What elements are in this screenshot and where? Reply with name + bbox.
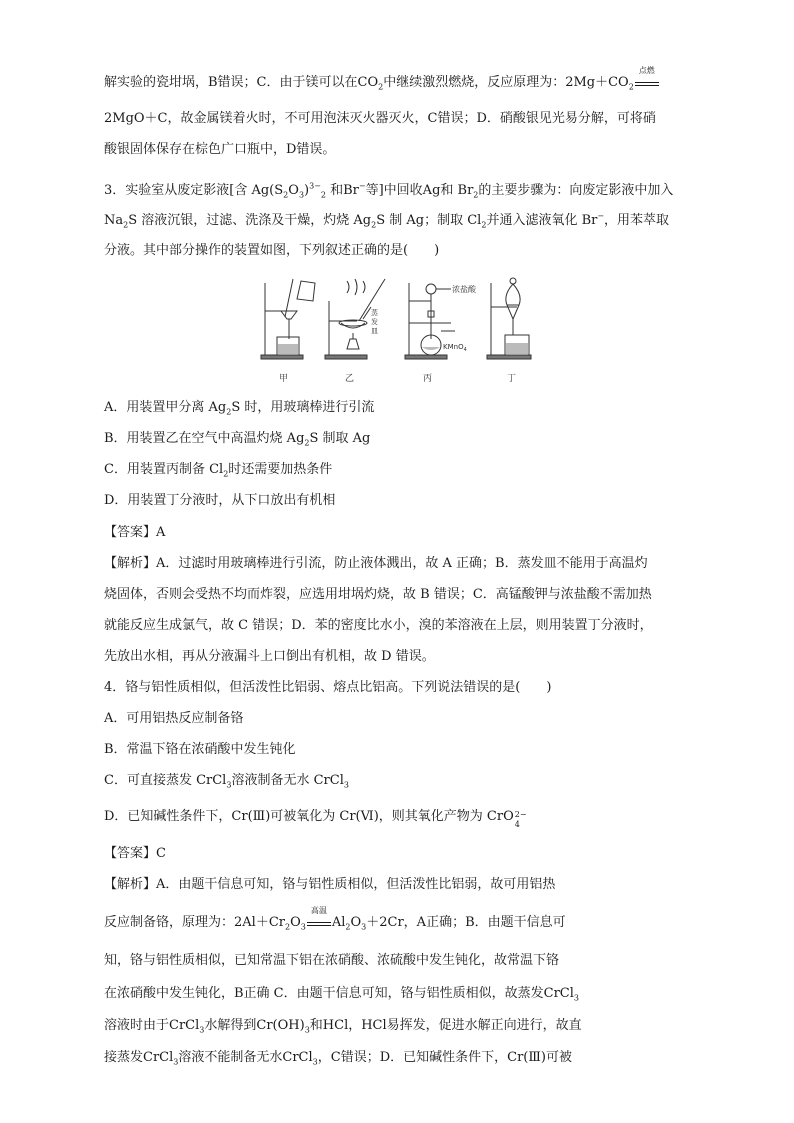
option-b: B．常温下铬在浓硝酸中发生钝化 <box>104 742 296 757</box>
svg-text:蒸: 蒸 <box>371 309 378 317</box>
label-yi: 乙 <box>345 374 355 384</box>
analysis-line: 【解析】A．过滤时用玻璃棒进行引流，防止液体溅出，故 A 正确；B．蒸发皿不能用于高温灼 <box>104 556 648 571</box>
text-line: 解实验的瓷坩埚，B错误；C．由于镁可以在$CO_2$中继续激烈燃烧，反应原理为：$2Mg+CO_2$ 点燃 <box>104 74 660 92</box>
option-a: A．可用铝热反应制备铬 <box>104 711 244 726</box>
analysis-line: 在浓硝酸中发生钝化，B正确 C．由题干信息可知，铬与铝性质相似，故蒸发CrCl$_3$ <box>104 986 579 1003</box>
option-b: B．用装置乙在空气中高温灼烧 $Ag_2S$ 制取 Ag <box>104 431 371 448</box>
text-line: $Na_2S$ 溶液沉银，过滤、洗涤及干燥，灼烧 $Ag_2S$ 制 Ag；制取 $Cl_2$并通入滤液氧化 Br−，用苯萃取 <box>104 211 670 230</box>
svg-text:皿: 皿 <box>371 327 378 335</box>
option-c: C．用装置丙制备 $Cl_2$时还需要加热条件 <box>104 462 333 479</box>
option-a: A．用装置甲分离 $Ag_2S$ 时，用玻璃棒进行引流 <box>104 400 375 417</box>
analysis-line: 知，铬与铝性质相似，已知常温下铝在浓硝酸、浓硫酸中发生钝化，故常温下铬 <box>104 953 560 968</box>
analysis-line: 先放出水相，再从分液漏斗上口倒出有机相，故 D 错误。 <box>104 649 435 664</box>
analysis-line: 【解析】A．由题干信息可知，铬与铝性质相似，但活泼性比铝弱，故可用铝热 <box>104 877 556 892</box>
analysis-line: 溶液时由于CrCl$_3$水解得到$Cr(OH)_3$和HCl，HCl易挥发，促进水解正向进行，故直 <box>104 1018 582 1035</box>
label-ding: 丁 <box>507 374 517 384</box>
apparatus-ding <box>487 278 531 359</box>
apparatus-yi <box>325 279 385 359</box>
svg-text:发: 发 <box>371 318 378 326</box>
apparatus-figure <box>255 273 540 385</box>
answer-label: 【答案】C <box>104 846 166 861</box>
svg-text:浓盐酸: 浓盐酸 <box>452 285 476 294</box>
analysis-line: 反应制备铬，原理为：$2Al+Cr_2O_3$ 高温 $Al_2O_3+2Cr$，A正确；B．由题干信息可 <box>104 905 566 932</box>
answer-label: 【答案】A <box>104 525 166 540</box>
text-line: 酸银固体保存在棕色广口瓶中，D错误。 <box>104 142 336 157</box>
reaction-condition: 高温 <box>307 918 331 928</box>
option-c: C．可直接蒸发 CrCl$_3$溶液制备无水 CrCl$_3$ <box>104 773 349 790</box>
question-4-stem: 4．铬与铝性质相似，但活泼性比铝弱、熔点比铝高。下列说法错误的是( ) <box>104 680 552 695</box>
text-line: 分液。其中部分操作的装置如图，下列叙述正确的是( ) <box>104 243 440 258</box>
option-d: D．用装置丁分液时，从下口放出有机相 <box>104 493 336 508</box>
question-3-stem: 3．实验室从废定影液[含 $Ag(S_2O_3)^{3-}_2$ 和Br−等]中回收Ag和 $Br_2$的主要步骤为：向废定影液中加入 <box>104 181 674 200</box>
analysis-line: 烧固体，否则会受热不均而炸裂，应选用坩埚灼烧，故 B 错误；C．高锰酸钾与浓盐酸不需加热 <box>104 587 652 602</box>
option-d: D．已知碱性条件下，Cr(Ⅲ)可被氧化为 Cr(Ⅵ)，则其氧化产物为 CrO 2− 4 <box>104 809 527 829</box>
reaction-condition: 点燃 <box>635 78 659 88</box>
text-line: 2MgO＋C，故金属镁着火时，不可用泡沫灭火器灭火，C错误；D．硝酸银见光易分解，可将硝 <box>104 111 656 126</box>
label-jia: 甲 <box>279 374 289 384</box>
analysis-line: 就能反应生成氯气，故 C 错误；D．苯的密度比水小，溴的苯溶液在上层，则用装置丁分液时， <box>104 618 653 633</box>
apparatus-jia <box>261 279 315 359</box>
label-bing: 丙 <box>423 374 433 384</box>
analysis-line: 接蒸发CrCl$_3$溶液不能制备无水CrCl$_3$，C错误；D．已知碱性条件下，Cr(Ⅲ)可被 <box>104 1050 572 1067</box>
svg-text:KMnO4: KMnO$_4$ <box>443 343 467 353</box>
